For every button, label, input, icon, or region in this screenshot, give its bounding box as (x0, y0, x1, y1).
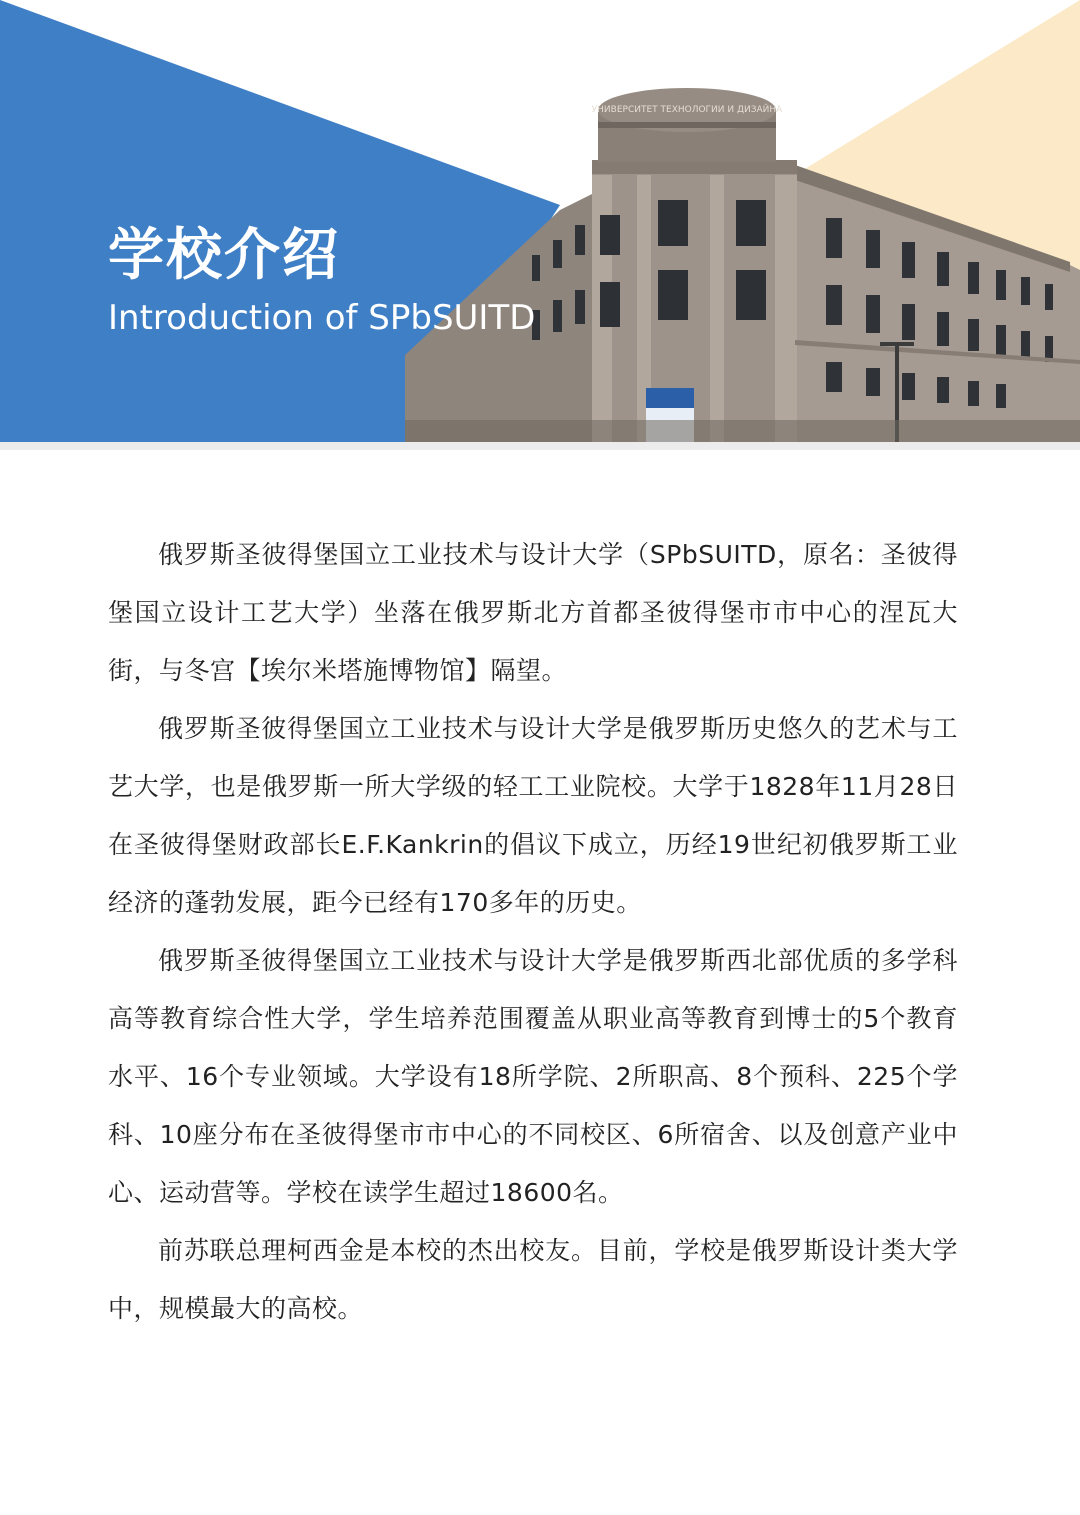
intro-text (108, 526, 958, 1338)
hero-bottom-strip (0, 442, 1080, 450)
building-sign: УНИВЕРСИТЕТ ТЕХНОЛОГИИ И ДИЗАЙНА (591, 105, 783, 115)
paragraph-location: 俄罗斯圣彼得堡国立工业技术与设计大学（SPbSUITD，原名：圣彼得堡国立设计工艺大学）坐落在俄罗斯北方首都圣彼得堡市市中心的涅瓦大街，与冬宫【埃尔米塔施博物馆】隔望。 (108, 540, 958, 685)
hero-graphic (0, 0, 1080, 442)
hero-banner (0, 0, 1080, 442)
paragraph-history: 俄罗斯圣彼得堡国立工业技术与设计大学是俄罗斯历史悠久的艺术与工艺大学，也是俄罗斯一所大学级的轻工工业院校。大学于1828年11月28日在圣彼得堡财政部长E.F.Kankrin的倡议下成立，历经19世纪初俄罗斯工业经济的蓬勃发展，距今已经有170多年的历史。 (108, 714, 958, 917)
page-subtitle: Introduction of SPbSUITD (108, 298, 536, 338)
paragraph-scale: 俄罗斯圣彼得堡国立工业技术与设计大学是俄罗斯西北部优质的多学科高等教育综合性大学，学生培养范围覆盖从职业高等教育到博士的5个教育水平、16个专业领域。大学设有18所学院、2所职高、8个预科、225个学科、10座分布在圣彼得堡市市中心的不同校区、6所宿舍、以及创意产业中心、运动营等。学校在读学生超过18600名。 (108, 946, 958, 1207)
page-title: 学校介绍 (108, 223, 340, 288)
paragraph-alumni: 前苏联总理柯西金是本校的杰出校友。目前，学校是俄罗斯设计类大学中，规模最大的高校。 (108, 1236, 958, 1323)
